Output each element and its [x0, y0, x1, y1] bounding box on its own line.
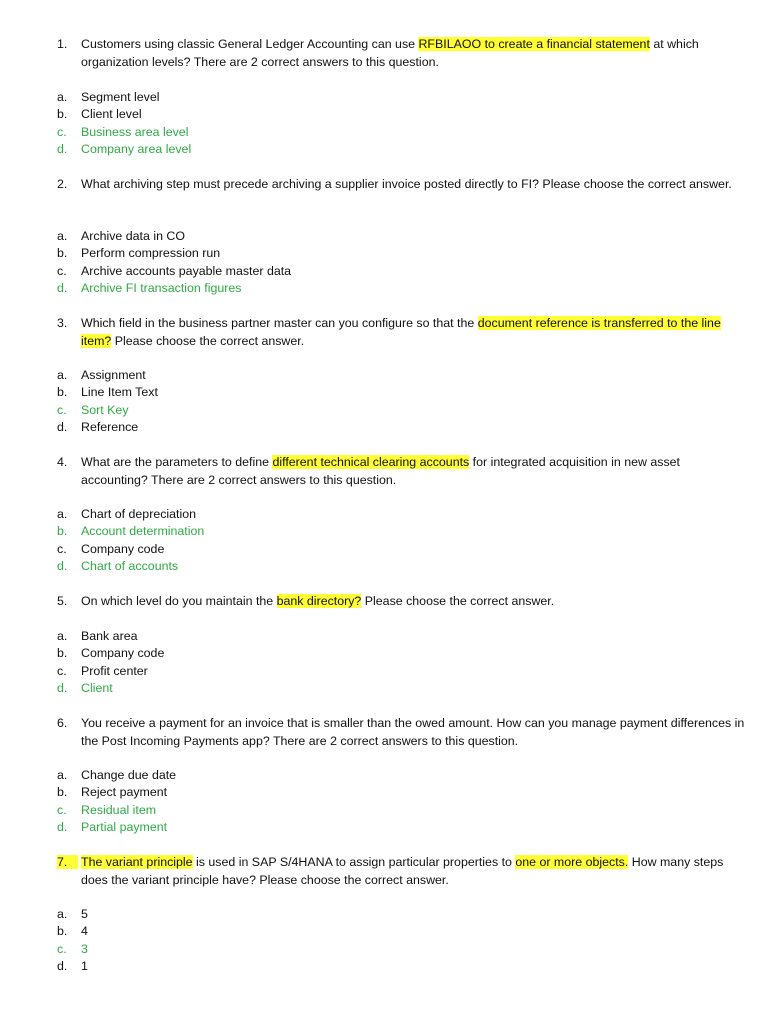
question-text: On which level do you maintain the bank directory? Please choose the correct answer.	[81, 594, 555, 608]
option-7c-correct: c. 3	[57, 941, 88, 956]
question-number: 2.	[57, 177, 68, 191]
option-6a: a. Change due date	[57, 768, 177, 782]
question-5	[57, 593, 747, 611]
option-1b: b. Client level	[57, 107, 142, 122]
options-3	[57, 367, 457, 437]
question-text: What are the parameters to define different technical clearing accounts for integrated acquisition in new asset accounting? There are 2 correct answers to this question.	[81, 455, 680, 487]
question-number: 4.	[57, 455, 68, 469]
question-number: 7.	[57, 854, 78, 872]
option-1d-correct: d. Company area level	[57, 142, 192, 157]
highlighted-text: different technical clearing accounts	[272, 455, 470, 469]
question-1	[57, 36, 747, 71]
option-2a: a. Archive data in CO	[57, 229, 185, 243]
option-4b-correct: b. Account determination	[57, 524, 205, 539]
question-number: 6.	[57, 716, 68, 730]
highlighted-text: one or more objects.	[515, 855, 629, 869]
option-4a: a. Chart of depreciation	[57, 507, 197, 521]
question-text: The variant principle is used in SAP S/4HANA to assign particular properties to one or more objects. How many steps does the variant principle have? Please choose the correct answer.	[81, 855, 724, 887]
question-number: 1.	[57, 37, 68, 51]
option-5d-correct: d. Client	[57, 681, 113, 696]
option-5b: b. Company code	[57, 646, 165, 661]
highlighted-text: bank directory?	[276, 594, 362, 608]
highlighted-text: document reference is transferred to the line item?	[81, 316, 721, 348]
options-1	[57, 89, 457, 159]
highlighted-text: The variant principle	[81, 855, 193, 869]
option-3b: b. Line Item Text	[57, 385, 158, 400]
question-text: Customers using classic General Ledger Accounting can use RFBILAOO to create a financial statement at which organization levels? There are 2 correct answers to this question.	[81, 37, 699, 69]
question-3	[57, 315, 747, 350]
question-text: You receive a payment for an invoice that is smaller than the owed amount. How can you manage payment differences in the Post Incoming Payments app? There are 2 correct answers to this question.	[81, 716, 745, 748]
highlighted-text: RFBILAOO to create a financial statement	[418, 37, 650, 51]
option-3a: a. Assignment	[57, 368, 146, 382]
question-text: Which field in the business partner master can you configure so that the document reference is transferred to the line item? Please choose the correct answer.	[81, 316, 721, 348]
option-2d-correct: d. Archive FI transaction figures	[57, 281, 242, 296]
question-number: 3.	[57, 316, 68, 330]
option-5c: c. Profit center	[57, 663, 148, 678]
question-2	[57, 176, 747, 194]
option-3c-correct: c. Sort Key	[57, 402, 129, 417]
options-7	[57, 906, 457, 976]
question-7	[57, 854, 747, 889]
option-7d: d. 1	[57, 959, 88, 974]
question-6	[57, 715, 747, 750]
option-5a: a. Bank area	[57, 629, 138, 643]
option-4c: c. Company code	[57, 541, 165, 556]
option-1a: a. Segment level	[57, 90, 160, 104]
option-6c-correct: c. Residual item	[57, 802, 157, 817]
option-4d-correct: d. Chart of accounts	[57, 559, 179, 574]
question-number: 5.	[57, 594, 68, 608]
option-6b: b. Reject payment	[57, 785, 168, 800]
options-5	[57, 628, 457, 698]
option-7b: b. 4	[57, 924, 88, 939]
option-7a: a. 5	[57, 907, 88, 921]
option-3d: d. Reference	[57, 420, 139, 435]
option-6d-correct: d. Partial payment	[57, 820, 168, 835]
options-2	[57, 228, 457, 298]
option-2b: b. Perform compression run	[57, 246, 221, 261]
options-4	[57, 506, 457, 576]
question-text: What archiving step must precede archiving a supplier invoice posted directly to FI? Please choose the correct answer.	[81, 177, 732, 191]
options-6	[57, 767, 457, 837]
question-4	[57, 454, 747, 489]
option-2c: c. Archive accounts payable master data	[57, 263, 292, 278]
option-1c-correct: c. Business area level	[57, 124, 189, 139]
